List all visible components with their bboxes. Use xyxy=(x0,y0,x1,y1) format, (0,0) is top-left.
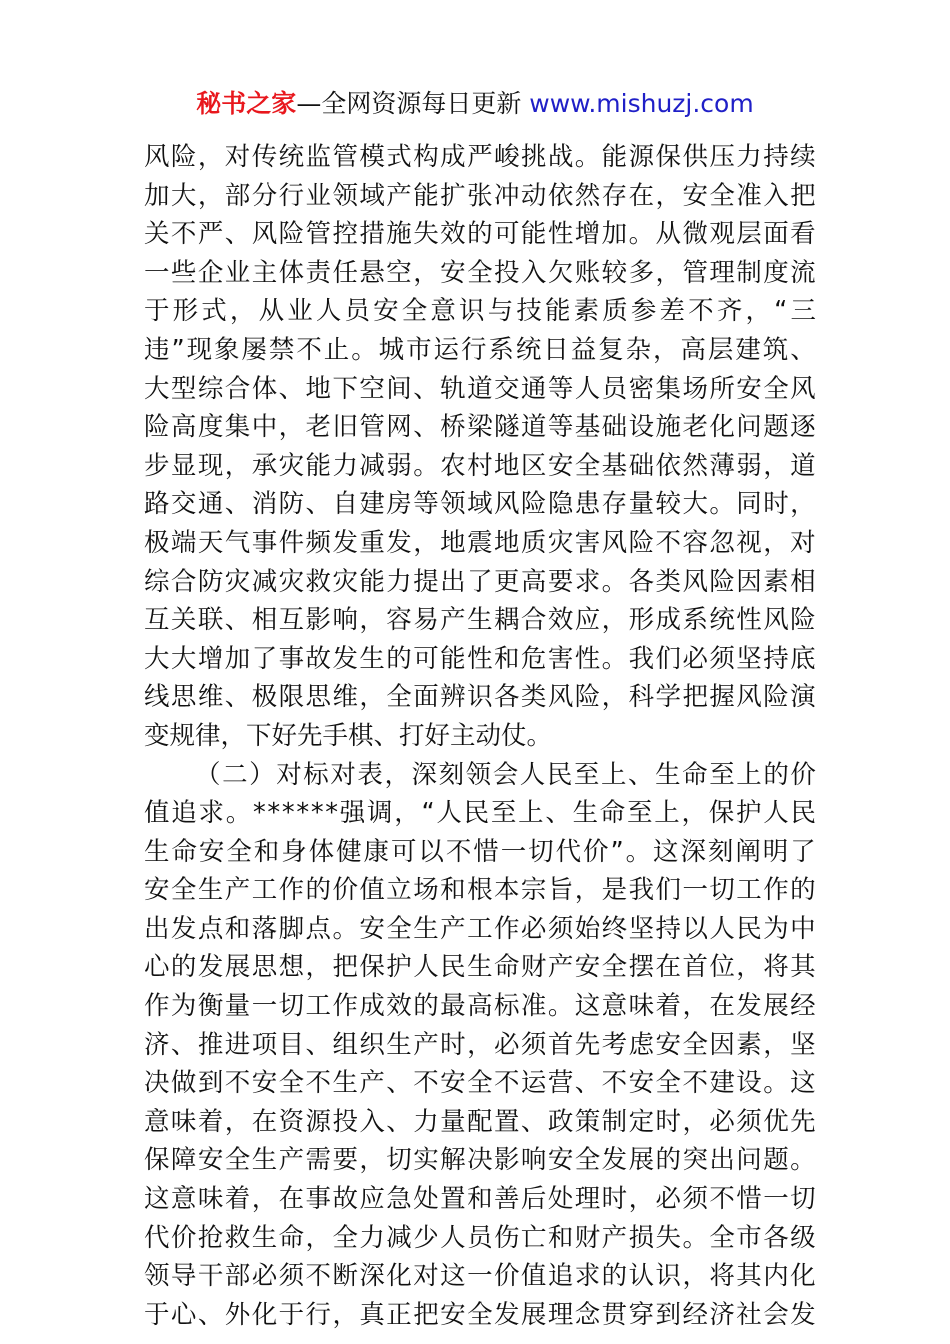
text-line: 大 大 增 加 了 事 故 发 生 的 可 能 性 和 危 害 性 。 我 们 必 须 坚 持 底 xyxy=(144,643,816,674)
text-line: 路 交 通 、 消 防 、 自 建 房 等 领 域 风 险 隐 患 存 量 较 大 。 同 时 ， xyxy=(144,489,816,520)
text-line: 值 追 求 。 * * * * * * 强 调 ， “ 人 民 至 上 、 生 命 至 上 ， 保 护 人 民 xyxy=(144,798,816,829)
text-line: 线 思 维 、 极 限 思 维 ， 全 面 辨 识 各 类 风 险 ， 科 学 把 握 风 险 演 xyxy=(144,682,816,713)
text-line: （ 二 ） 对 标 对 表 ， 深 刻 领 会 人 民 至 上 、 生 命 至 上 的 价 xyxy=(195,759,816,790)
text-line: 风 险 ， 对 传 统 监 管 模 式 构 成 严 峻 挑 战 。 能 源 保 供 压 力 持 续 xyxy=(144,142,816,172)
page-header xyxy=(0,86,950,122)
text-line: 出 发 点 和 落 脚 点 。 安 全 生 产 工 作 必 须 始 终 坚 持 以 人 民 为 中 xyxy=(144,913,816,944)
text-line: 意 味 着 ， 在 资 源 投 入 、 力 量 配 置 、 政 策 制 定 时 ， 必 须 优 先 xyxy=(144,1106,816,1137)
text-line: 于 心 、 外 化 于 行 ， 真 正 把 安 全 发 展 理 念 贯 穿 到 经 济 社 会 发 xyxy=(144,1299,816,1330)
text-line: 这 意 味 着 ， 在 事 故 应 急 处 置 和 善 后 处 理 时 ， 必 须 不 惜 一 切 xyxy=(144,1184,816,1215)
text-line: 一 些 企 业 主 体 责 任 悬 空 ， 安 全 投 入 欠 账 较 多 ， 管 理 制 度 流 xyxy=(144,257,816,288)
text-line: 大 型 综 合 体 、 地 下 空 间 、 轨 道 交 通 等 人 员 密 集 场 所 安 全 风 xyxy=(144,373,816,404)
text-line: 保 障 安 全 生 产 需 要 ， 切 实 解 决 影 响 安 全 发 展 的 突 出 问 题 。 xyxy=(144,1145,816,1176)
text-line: 决 做 到 不 安 全 不 生 产 、 不 安 全 不 运 营 、 不 安 全 不 建 设 。 这 xyxy=(144,1068,816,1099)
header-url-link[interactable]: www.mishuzj.com xyxy=(529,89,754,118)
document-body xyxy=(144,138,816,1334)
text-line: 代 价 抢 救 生 命 ， 全 力 减 少 人 员 伤 亡 和 财 产 损 失 。 全 市 各 级 xyxy=(144,1222,816,1253)
text-line: 互 关 联 、 相 互 影 响 ， 容 易 产 生 耦 合 效 应 ， 形 成 系 统 性 风 险 xyxy=(144,605,816,636)
text-line: 步 显 现 ， 承 灾 能 力 减 弱 。 农 村 地 区 安 全 基 础 依 然 薄 弱 ， 道 xyxy=(144,450,816,481)
text-line: 变规律，下好先手棋、打好主动仗。 xyxy=(144,720,553,751)
text-line: 加 大 ， 部 分 行 业 领 域 产 能 扩 张 冲 动 依 然 存 在 ， 安 全 准 入 把 xyxy=(144,180,816,211)
text-line: 于 形 式 ， 从 业 人 员 安 全 意 识 与 技 能 素 质 参 差 不 齐 ， “ 三 xyxy=(144,296,816,327)
text-line: 综 合 防 灾 减 灾 救 灾 能 力 提 出 了 更 高 要 求 。 各 类 风 险 因 素 相 xyxy=(144,566,816,597)
text-line: 心 的 发 展 思 想 ， 把 保 护 人 民 生 命 财 产 安 全 摆 在 首 位 ， 将 其 xyxy=(144,952,816,983)
text-line: 济 、 推 进 项 目 、 组 织 生 产 时 ， 必 须 首 先 考 虑 安 全 因 素 ， 坚 xyxy=(144,1029,816,1060)
text-line: 安 全 生 产 工 作 的 价 值 立 场 和 根 本 宗 旨 ， 是 我 们 一 切 工 作 的 xyxy=(144,875,816,906)
header-brand: 秘书之家 xyxy=(196,89,297,118)
text-line: 领 导 干 部 必 须 不 断 深 化 对 这 一 价 值 追 求 的 认 识 ， 将 其 内 化 xyxy=(144,1261,816,1292)
text-line: 作 为 衡 量 一 切 工 作 成 效 的 最 高 标 准 。 这 意 味 着 ， 在 发 展 经 xyxy=(144,991,816,1022)
text-line: 生 命 安 全 和 身 体 健 康 可 以 不 惜 一 切 代 价 ” 。 这 深 刻 阐 明 了 xyxy=(144,836,816,867)
text-line: 极 端 天 气 事 件 频 发 重 发 ， 地 震 地 质 灾 害 风 险 不 容 忽 视 ， 对 xyxy=(144,527,816,558)
text-line: 违 ” 现 象 屡 禁 不 止 。 城 市 运 行 系 统 日 益 复 杂 ， 高 层 建 筑 、 xyxy=(144,334,816,365)
header-tagline: —全网资源每日更新 xyxy=(296,89,522,118)
text-line: 险 高 度 集 中 ， 老 旧 管 网 、 桥 梁 隧 道 等 基 础 设 施 老 化 问 题 逐 xyxy=(144,412,816,443)
text-line: 关 不 严 、 风 险 管 控 措 施 失 效 的 可 能 性 增 加 。 从 微 观 层 面 看 xyxy=(144,219,816,250)
